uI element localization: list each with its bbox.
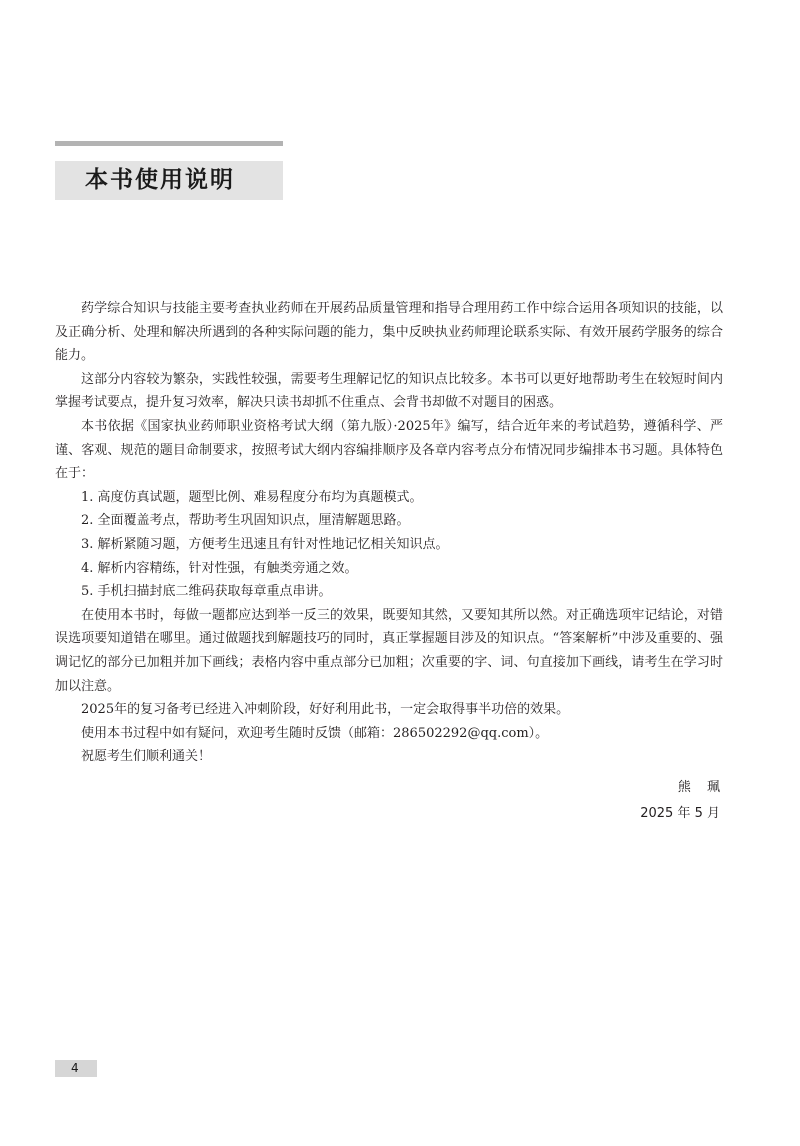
title-top-rule bbox=[55, 141, 283, 146]
feature-item: 5. 手机扫描封底二维码获取每章重点串讲。 bbox=[81, 584, 332, 600]
page-number: 4 bbox=[71, 1061, 79, 1075]
section-title: 本书使用说明 bbox=[85, 167, 235, 193]
feature-item: 1. 高度仿真试题，题型比例、难易程度分布均为真题模式。 bbox=[81, 489, 423, 505]
signature-date: 2025 年 5 月 bbox=[640, 806, 720, 821]
page-number-box bbox=[55, 1060, 97, 1077]
paragraph: 祝愿考生们顺利通关！ bbox=[81, 749, 212, 765]
section-title-box bbox=[55, 161, 283, 200]
paragraph: 药学综合知识与技能主要考查执业药师在开展药品质量管理和指导合理用药工作中综合运用各项知识的技能，以及正确分析、处理和解决所遇到的各种实际问题的能力，集中反映执业药师理论联系实际、有效开展药学服务的综合能力。 bbox=[55, 301, 723, 364]
signature-block bbox=[640, 775, 726, 827]
paragraph: 这部分内容较为繁杂，实践性较强，需要考生理解记忆的知识点比较多。本书可以更好地帮助考生在较短时间内掌握考试要点，提升复习效率，解决只读书却抓不住重点、会背书却做不对题目的困惑。 bbox=[55, 371, 723, 411]
paragraph: 在使用本书时，每做一题都应达到举一反三的效果，既要知其然，又要知其所以然。对正确选项牢记结论，对错误选项要知道错在哪里。通过做题找到解题技巧的同时，真正掌握题目涉及的知识点。“答案解析”中涉及重要的、强调记忆的部分已加粗并加下画线；表格内容中重点部分已加粗；次重要的字、词、句直接加下画线，请考生在学习时加以注意。 bbox=[55, 607, 723, 694]
feature-item: 4. 解析内容精练，针对性强，有触类旁通之效。 bbox=[81, 560, 358, 576]
paragraph: 本书依据《国家执业药师职业资格考试大纲（第九版）·2025年》编写，结合近年来的考试趋势，遵循科学、严谨、客观、规范的题目命制要求，按照考试大纲内容编排顺序及各章内容考点分布情况同步编排本书习题。具体特色在于： bbox=[55, 418, 723, 482]
paragraph: 2025年的复习备考已经进入冲刺阶段，好好利用此书，一定会取得事半功倍的效果。 bbox=[81, 702, 570, 718]
author-name: 熊 珮 bbox=[677, 780, 726, 795]
feature-item: 2. 全面覆盖考点，帮助考生巩固知识点，厘清解题思路。 bbox=[81, 513, 410, 529]
body-text bbox=[55, 297, 723, 769]
paragraph: 使用本书过程中如有疑问，欢迎考生随时反馈（邮箱：286502292@qq.com）。 bbox=[81, 725, 549, 741]
feature-item: 3. 解析紧随习题，方便考生迅速且有针对性地记忆相关知识点。 bbox=[81, 536, 449, 552]
